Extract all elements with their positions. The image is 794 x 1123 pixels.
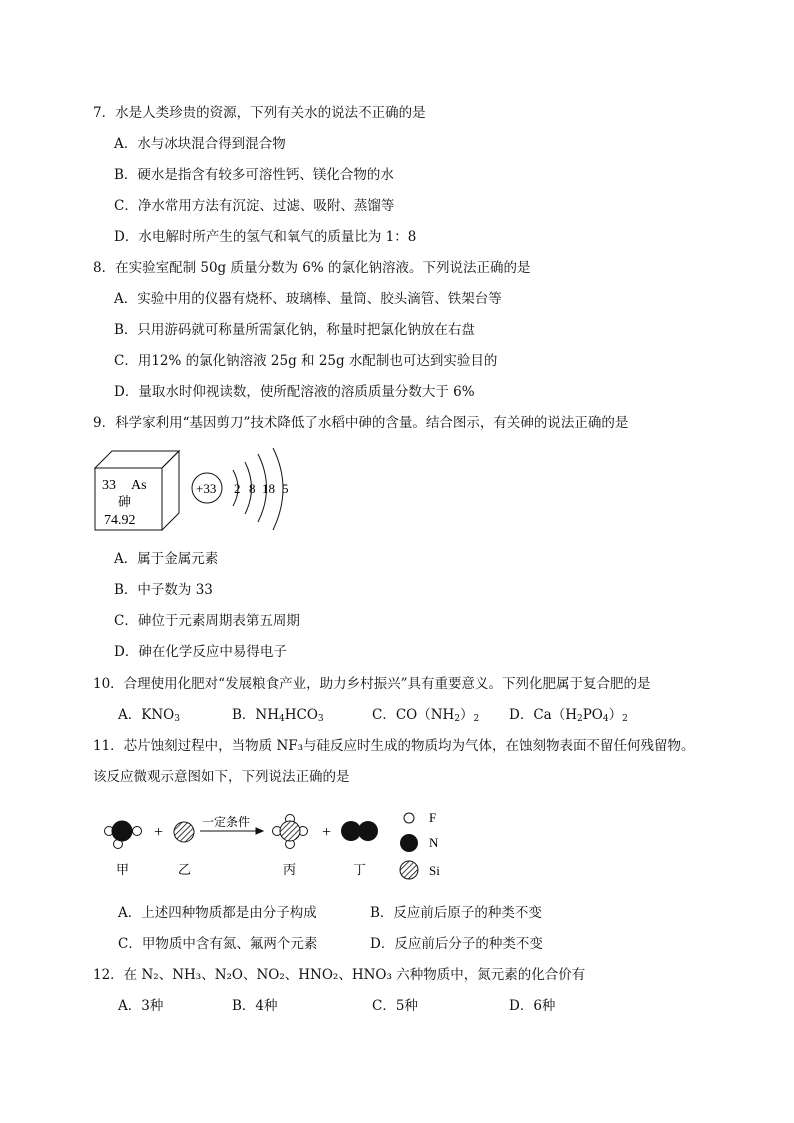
q7-stem: 7．水是人类珍贵的资源，下列有关水的说法不正确的是: [93, 105, 426, 121]
q11-stem-line1: 11．芯片蚀刻过程中，当物质 NF₃与硅反应时生成的物质均为气体，在蚀刻物表面不留任何残留物。: [93, 738, 695, 754]
q7-option-c[interactable]: C．净水常用方法有沉淀、过滤、吸附、蒸馏等: [114, 198, 395, 214]
molecule-ding: [341, 821, 378, 841]
q10-c-sub2: 2: [473, 714, 480, 724]
shell-count-4: 5: [282, 481, 289, 496]
shell-count-3: 18: [262, 481, 275, 496]
q10-option-a[interactable]: [118, 706, 180, 724]
q9-option-a[interactable]: A．属于金属元素: [114, 551, 219, 567]
q9-option-b[interactable]: B．中子数为 33: [114, 582, 213, 598]
q10-b-sub: 4: [279, 714, 285, 724]
legend-f: F: [429, 810, 437, 825]
plus-sign-1: +: [154, 824, 164, 841]
q10-option-b[interactable]: [232, 706, 324, 724]
q10-c-text: C．CO（NH: [372, 707, 455, 723]
q11-option-d[interactable]: D．反应前后分子的种类不变: [370, 936, 543, 952]
q10-d-mid: PO: [582, 707, 603, 723]
q7-option-a[interactable]: A．水与冰块混合得到混合物: [114, 136, 286, 152]
q8-stem: 8．在实验室配制 50g 质量分数为 6% 的氯化钠溶液。下列说法正确的是: [93, 260, 531, 276]
q10-c-tail: ）: [460, 707, 474, 723]
q11-option-c[interactable]: C．甲物质中含有氮、氟两个元素: [118, 936, 318, 952]
legend-f-icon: [404, 813, 414, 823]
q12-option-c[interactable]: C．5种: [372, 998, 418, 1014]
q12-option-d[interactable]: D．6种: [509, 998, 556, 1014]
q10-a-text: A．KNO: [118, 707, 175, 723]
q10-d-sub: 2: [576, 714, 583, 724]
q7-option-b[interactable]: B．硬水是指含有较多可溶性钙、镁化合物的水: [114, 167, 394, 183]
shell-count-1: 2: [234, 481, 241, 496]
q12-option-b[interactable]: B．4种: [232, 998, 278, 1014]
q10-c-sub: 2: [454, 714, 461, 724]
legend-n: N: [429, 835, 439, 850]
legend-si: Si: [429, 863, 440, 878]
q12-stem: 12．在 N₂、NH₃、N₂O、NO₂、HNO₂、HNO₃ 六种物质中，氮元素的化合价有: [93, 967, 586, 983]
q10-d-sub3: 2: [622, 714, 628, 724]
reaction-diagram: [96, 806, 456, 886]
q7-option-d[interactable]: D．水电解时所产生的氢气和氧气的质量比为 1：8: [114, 229, 417, 245]
q9-stem: 9．科学家利用“基因剪刀”技术降低了水稻中砷的含量。结合图示，有关砷的说法正确的是: [93, 415, 629, 431]
element-mass: 74.92: [104, 513, 136, 528]
reaction-condition: 一定条件: [202, 815, 251, 829]
arsenic-figure: [92, 446, 312, 536]
q11-stem-line2: 该反应微观示意图如下，下列说法正确的是: [93, 769, 350, 785]
legend: [400, 810, 440, 879]
q8-option-d[interactable]: D．量取水时仰视读数，使所配溶液的溶质质量分数大于 6%: [114, 384, 475, 400]
q8-option-a[interactable]: A．实验中用的仪器有烧杯、玻璃棒、量筒、胶头滴管、铁架台等: [114, 291, 502, 307]
label-yi: 乙: [178, 862, 192, 877]
molecule-jia: [105, 821, 142, 849]
label-ding: 丁: [353, 862, 367, 877]
element-name: 砷: [118, 494, 132, 509]
q10-option-d[interactable]: [509, 706, 628, 724]
nucleus-charge: +33: [196, 481, 217, 496]
legend-n-icon: [400, 834, 418, 852]
label-jia: 甲: [116, 862, 130, 877]
q10-d-text: D．Ca（H: [509, 707, 577, 723]
plus-sign-2: +: [322, 824, 332, 841]
shell-count-2: 8: [249, 481, 256, 496]
q10-option-c[interactable]: [372, 706, 479, 724]
atom-yi: [174, 822, 194, 842]
q10-d-sub2: 4: [602, 714, 609, 724]
q8-option-b[interactable]: B．只用游码就可称量所需氯化钠，称量时把氯化钠放在右盘: [114, 322, 475, 338]
q9-option-c[interactable]: C．砷位于元素周期表第五周期: [114, 613, 300, 629]
q10-d-tail: ）: [608, 707, 623, 723]
q8-option-c[interactable]: C．用12% 的氯化钠溶液 25g 和 25g 水配制也可达到实验目的: [114, 353, 498, 369]
label-bing: 丙: [283, 862, 297, 877]
q10-b-text: B．NH: [232, 707, 280, 723]
element-number: 33: [102, 478, 116, 493]
molecule-bing: [273, 815, 308, 849]
q9-option-d[interactable]: D．砷在化学反应中易得电子: [114, 644, 287, 660]
legend-si-icon: [400, 861, 418, 879]
q10-a-sub: 3: [174, 714, 180, 724]
q10-b-mid: HCO: [284, 707, 318, 723]
element-symbol: As: [131, 478, 147, 493]
q10-b-sub2: 3: [317, 714, 324, 724]
q11-option-b[interactable]: B．反应前后原子的种类不变: [370, 905, 542, 921]
electron-shells: [233, 448, 283, 530]
q11-option-a[interactable]: A．上述四种物质都是由分子构成: [118, 905, 317, 921]
q10-stem: 10．合理使用化肥对“发展粮食产业，助力乡村振兴”具有重要意义。下列化肥属于复合肥的是: [93, 676, 651, 692]
q12-option-a[interactable]: A．3种: [118, 998, 164, 1014]
